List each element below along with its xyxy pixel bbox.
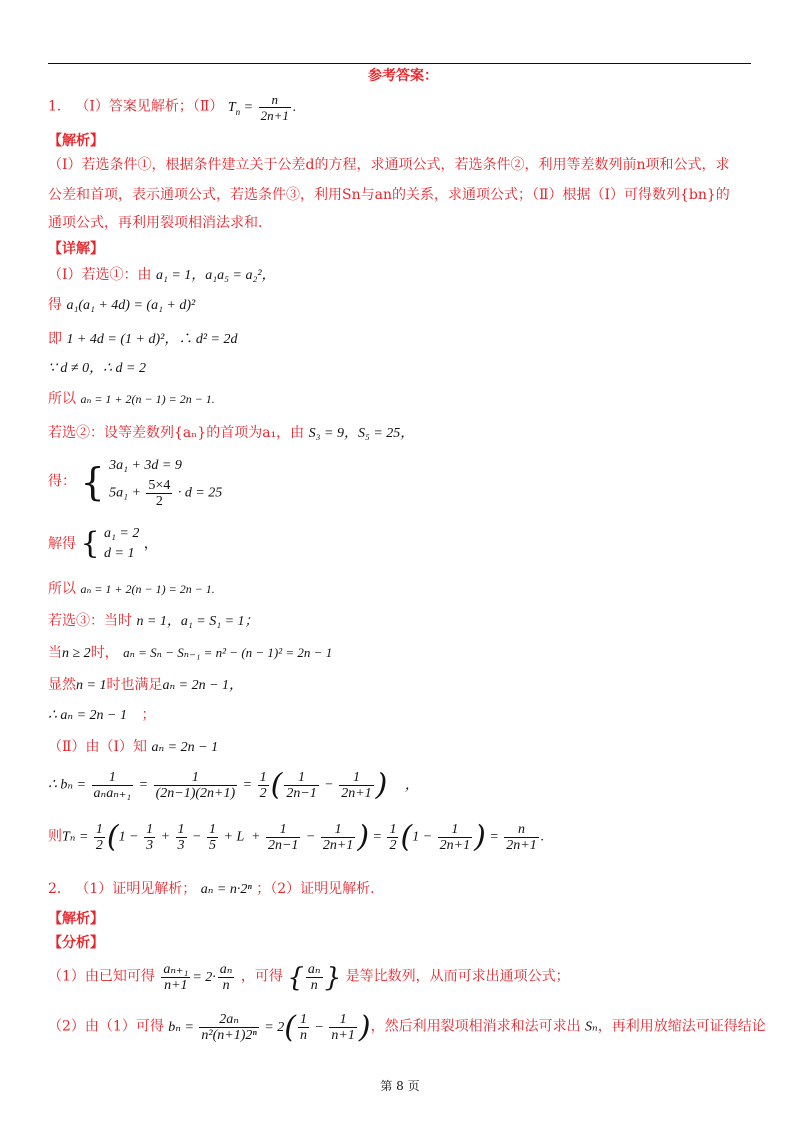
q1-analysis-line3: 通项公式，再利用裂项相消法求和. xyxy=(48,215,263,231)
q1-s3-line xyxy=(48,612,259,631)
q2-p1-f-num: aₙ₊₁ xyxy=(163,962,189,977)
bn-f1-num: 1 xyxy=(92,770,134,786)
s2-so: 所以 xyxy=(48,581,76,597)
q1-analysis-line2: 公差和首项，表示通项公式，若选条件③，利用Sn与an的关系，求通项公式；（Ⅱ）根据（Ⅰ）可得数列{bn}的 xyxy=(48,187,730,203)
bn-half-num: 1 xyxy=(259,770,267,785)
tn-a-num: 1 xyxy=(146,822,154,837)
tn-f-num: 1 xyxy=(438,822,472,838)
q2-part1: （1）由已知可得 $\frac{\text{aₙ₊₁}}{n+1}$ = 2· $\frac{\text{aₙ}}{n}$ ，可得 { $\frac{\text{aₙ}}{n}$ } 是等比数列，从而可求出通项公式； xyxy=(48,962,570,993)
q2-p2-head: （2）由（1）可得 xyxy=(48,1018,164,1035)
q2-p2-h-num: 1 xyxy=(299,1012,307,1027)
q2-analysis-tag: 【解析】 xyxy=(48,911,104,927)
s3-clear-mid: 时也满足 xyxy=(106,677,163,693)
tn-b-num: 1 xyxy=(177,822,185,837)
q2-p1-seq-num: aₙ xyxy=(307,962,321,977)
q1-analysis-tag: 【解析】 xyxy=(48,133,104,149)
s2-cond: S₃ = 9，S₅ = 25， xyxy=(308,426,415,441)
s2-sys2den: 2 xyxy=(155,494,163,509)
s3-clear-cond: n = 1 xyxy=(76,678,107,693)
q2-p2-tail2: ，再利用放缩法可证得结论 xyxy=(597,1018,766,1035)
tn-f-den: 2n+1 xyxy=(439,838,471,853)
s3-when: 当 xyxy=(48,645,62,661)
q1-s2-result xyxy=(48,580,215,598)
tn-res-num: n xyxy=(504,822,538,838)
q1-number: 1． xyxy=(48,98,71,115)
q2-part2: （2）由（1）可得 bₙ = $\frac{\text{2aₙ}}{\text{n²(n+1)2ⁿ}}$ = 2( $\frac{1}{n}$ − $\frac{1}{n+1}$ )，然后利用裂项相消求和法可求出 Sₙ，再利用放缩法可证得结论 xyxy=(48,1009,766,1045)
q2-p2-f-num: 2aₙ xyxy=(199,1012,258,1028)
q2-summary-a: （1）证明见解析； xyxy=(75,881,197,897)
q2-p1-g-num: aₙ xyxy=(219,962,233,977)
q1-detail-tag: 【详解】 xyxy=(48,241,104,257)
p2-head: （Ⅱ）由（Ⅰ）知 xyxy=(48,739,148,755)
bn-f3-den: 2n−1 xyxy=(286,786,317,801)
tn-lhs: Tₙ = xyxy=(62,829,89,845)
bn-f1-den: aₙaₙ₊₁ xyxy=(93,786,132,801)
page-number: 第 8 页 xyxy=(380,1079,420,1093)
tn-d-den: 2n−1 xyxy=(267,838,299,853)
s3-cond: n = 1，a₁ = S₁ = 1； xyxy=(136,614,259,629)
q2-p1-mid: = 2· xyxy=(192,969,216,985)
q1-summary-formula: $T_n$ = $\frac{n}{2n+1}$ . xyxy=(227,92,297,123)
s2-sol1: a₁ = 2 xyxy=(104,526,140,541)
tn-half2-den: 2 xyxy=(389,838,397,853)
s3-conc: ∴ aₙ = 2n − 1 xyxy=(48,708,127,723)
tn-c-den: 5 xyxy=(209,838,216,853)
q2-fenxi-tag: 【分析】 xyxy=(48,935,104,951)
tn-then: 则 xyxy=(48,828,62,845)
tn-c-num: 1 xyxy=(209,822,216,837)
q1-tn-formula: 则Tₙ = $\frac{1}{2}$ (1 − $\frac{1}{3}$ + $\frac{1}{3}$ − $\frac{1}{5}$ + L + $\frac{1}{2n-1}$ − $\frac{1}{2n+1}$ ) = $\frac{1}{2}$ (1 − $\frac{1}{2n+1}$ ) = $\frac{n}{2n+1}$ . xyxy=(48,819,545,855)
bn-half-den: 2 xyxy=(259,786,267,801)
s2-sys2num: 5×4 xyxy=(148,478,171,493)
s2-system-eqs xyxy=(109,454,222,509)
q2-p2-k-den: n+1 xyxy=(331,1028,355,1043)
q2-summary xyxy=(48,880,375,899)
q2-p1-head: （1）由已知可得 xyxy=(48,968,155,985)
tn-b-den: 3 xyxy=(177,838,185,853)
s2-sys2a: 5a₁ + xyxy=(109,485,141,501)
q1-s3-when xyxy=(48,644,332,663)
q1-bn-formula: ∴ bₙ = $\frac{1}{\text{aₙaₙ₊₁}}$ = $\frac{1}{(2n-1)(2n+1)}$ = $\frac{1}{2}$ ( $\frac{1}{2n-1}$ − $\frac{1}{2n+1}$ ) ， xyxy=(48,767,419,803)
q2-p2-eq2: = 2 xyxy=(264,1019,285,1035)
s3-eq: aₙ = Sₙ − Sₙ₋₁ = n² − (n − 1)² = 2n − 1 xyxy=(123,645,333,660)
header-rule xyxy=(48,63,751,64)
q1-s2-system xyxy=(48,454,222,509)
left-brace-icon: { xyxy=(80,526,100,561)
q1-s1-ji xyxy=(48,330,237,349)
q1-summary-text: （Ⅰ）答案见解析；（Ⅱ） xyxy=(75,98,224,115)
tn-res-den: 2n+1 xyxy=(506,838,537,853)
s3-when-shi: 时， xyxy=(90,645,119,661)
q2-p2-bn: bₙ = xyxy=(168,1019,194,1035)
bn-f3-num: 1 xyxy=(284,770,318,786)
q2-p2-h-den: n xyxy=(299,1028,307,1043)
s3-when-cond: n ≥ 2 xyxy=(62,646,91,661)
q2-summary-eq: aₙ = n·2ⁿ xyxy=(200,882,252,897)
q2-p1-g-den: n xyxy=(222,978,230,993)
tn-e-num: 1 xyxy=(321,822,355,838)
q2-summary-b: ；（2）证明见解析. xyxy=(256,881,375,897)
bn-f4-den: 2n+1 xyxy=(341,786,372,801)
s3-clear-eq: aₙ = 2n − 1， xyxy=(162,678,244,693)
tn-a-den: 3 xyxy=(146,838,154,853)
bn-f4-num: 1 xyxy=(339,770,373,786)
tn-half-num: 1 xyxy=(95,822,103,837)
left-brace-icon: { xyxy=(80,459,105,504)
tn-half2-num: 1 xyxy=(389,822,397,837)
s3-clear: 显然 xyxy=(48,677,76,693)
s2-solution xyxy=(104,524,139,564)
tn-half-den: 2 xyxy=(95,838,103,853)
s1-eq: a₁(a₁ + 4d) = (a₁ + d)² xyxy=(66,298,196,313)
s2-head: 若选②：设等差数列{aₙ}的首项为a₁，由 xyxy=(48,425,305,441)
tn-e-den: 2n+1 xyxy=(322,838,354,853)
q2-p1-tail: 是等比数列，从而可求出通项公式； xyxy=(345,968,570,985)
s2-solve: 解得 xyxy=(48,536,76,552)
q1-s3-clear xyxy=(48,676,243,695)
s3-conc-end: ； xyxy=(141,707,156,723)
s1-cond: a₁ = 1，a₁a₅ = a₂²， xyxy=(155,268,276,283)
q2-p2-k-num: 1 xyxy=(329,1012,356,1028)
s1-get: 得 xyxy=(48,297,62,313)
q2-p2-tail1: ，然后利用裂项相消求和法可求出 xyxy=(370,1018,581,1035)
s2-get: 得： xyxy=(48,473,76,490)
bn-lhs: ∴ bₙ = xyxy=(48,777,87,793)
q1-s1-result xyxy=(48,390,215,408)
q1-s1-line xyxy=(48,266,276,285)
q2-number: 2． xyxy=(48,881,71,897)
answer-header-title: 参考答案： xyxy=(368,68,438,84)
bn-comma: ， xyxy=(404,777,419,793)
q1-analysis-line1: （Ⅰ）若选条件①，根据条件建立关于公差d的方程，求通项公式，若选条件②，利用等差数列前n项和公式，求 xyxy=(48,157,730,173)
q1-s2-solve: 解得 { a₁ = 2 d = 1 ， xyxy=(48,524,158,564)
s1-eq2: 1 + 4d = (1 + d)²，∴ d² = 2d xyxy=(66,332,238,347)
p2-known: aₙ = 2n − 1 xyxy=(151,740,219,755)
q2-p1-seq-den: n xyxy=(310,978,318,993)
tn-ellipsis: L xyxy=(236,829,244,845)
s1-res: aₙ = 1 + 2(n − 1) = 2n − 1. xyxy=(80,392,215,406)
tn-d-num: 1 xyxy=(266,822,300,838)
q2-p1-keyi: ，可得 xyxy=(240,968,283,985)
q1-s1-eq3: ∵ d ≠ 0，∴ d = 2 xyxy=(48,361,146,376)
q1-p2-head xyxy=(48,738,218,757)
q1-summary xyxy=(48,92,296,123)
s2-res: aₙ = 1 + 2(n − 1) = 2n − 1. xyxy=(80,582,215,596)
s1-so: 所以 xyxy=(48,391,76,407)
q2-p1-f-den: n+1 xyxy=(164,978,188,993)
s2-sol2: d = 1 xyxy=(104,546,135,561)
s1-head: （Ⅰ）若选①：由 xyxy=(48,267,152,283)
s2-sys1: 3a₁ + 3d = 9 xyxy=(109,458,182,473)
s3-head: 若选③：当时 xyxy=(48,613,132,629)
s1-ji: 即 xyxy=(48,331,62,347)
q1-s3-conclusion xyxy=(48,706,155,725)
q1-s2-line xyxy=(48,424,414,443)
q2-p2-sn: Sₙ xyxy=(585,1019,598,1035)
q2-p2-f-den: n²(n+1)2ⁿ xyxy=(201,1028,257,1043)
s2-sys2b: · d = 25 xyxy=(177,485,223,501)
q1-s1-get xyxy=(48,296,195,315)
bn-f2-den: (2n−1)(2n+1) xyxy=(155,786,236,801)
bn-f2-num: 1 xyxy=(154,770,238,786)
